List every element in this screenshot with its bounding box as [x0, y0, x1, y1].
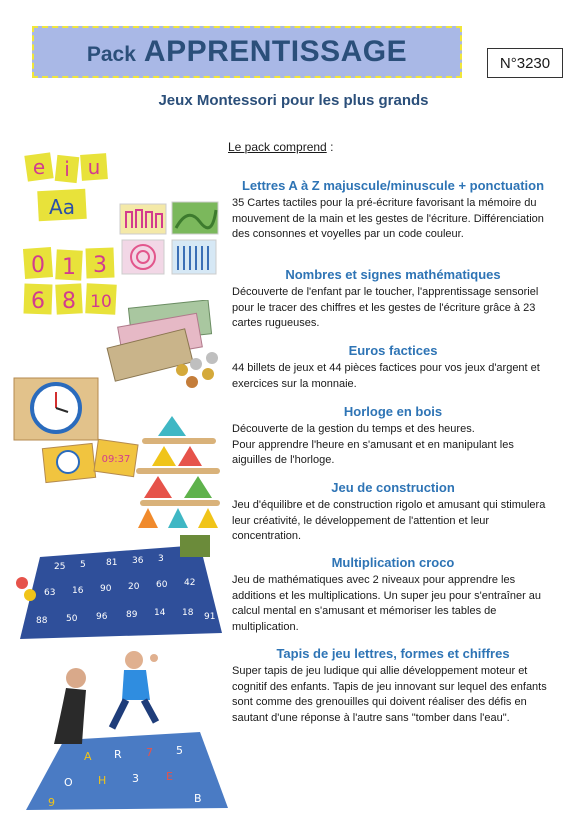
- card-number-6: 6: [31, 289, 45, 314]
- section-text: 44 billets de jeux et 44 pièces factices pour vos jeux d'argent et exercices sur la monnaie.: [232, 362, 540, 390]
- intro-suffix: :: [326, 140, 334, 154]
- board-number: 60: [156, 580, 168, 590]
- clock-card-time: 09:37: [101, 454, 131, 465]
- section-text: Découverte de l'enfant par le toucher, l'apprentissage sensoriel pour le tracer des chiffres et les gestes de l'écriture grâce à 23 cartes rugueuses.: [232, 286, 539, 329]
- board-number: 18: [182, 608, 194, 618]
- section-title: Nombres et signes mathématiques: [285, 267, 501, 282]
- board-number: 14: [154, 608, 166, 618]
- mat-symbol: B: [194, 792, 202, 805]
- mat-symbol: 9: [48, 796, 55, 809]
- board-number: 3: [158, 554, 164, 564]
- board-number: 50: [66, 614, 78, 624]
- section-letters: [232, 178, 554, 243]
- card-number-10: 10: [90, 292, 112, 312]
- card-number-8: 8: [62, 289, 76, 314]
- board-number: 89: [126, 610, 138, 620]
- section-construction: [232, 480, 554, 545]
- reference-number: N°3230: [487, 48, 563, 78]
- section-title: Multiplication croco: [331, 555, 455, 570]
- card-letter-e: e: [32, 155, 46, 179]
- section-title: Tapis de jeu lettres, formes et chiffres: [276, 646, 510, 661]
- section-title: Euros factices: [348, 343, 438, 358]
- page-title: APPRENTISSAGE: [143, 35, 408, 68]
- picture-cards-image: [118, 200, 222, 276]
- mat-symbol: E: [166, 770, 173, 783]
- section-title: Jeu de construction: [331, 480, 455, 495]
- card-number-3: 3: [93, 253, 107, 278]
- subtitle: Jeux Montessori pour les plus grands: [158, 92, 429, 109]
- section-numbers: [232, 267, 554, 332]
- section-text: 35 Cartes tactiles pour la pré-écriture favorisant la mémoire du mouvement de la main et les gestes de l'écriture. Différenciation des consonnes et voyelles par un code couleur.: [232, 197, 544, 240]
- section-clock: [232, 404, 554, 469]
- mat-symbol: O: [64, 776, 73, 789]
- mat-symbol: 5: [176, 744, 183, 757]
- board-number: 5: [80, 560, 86, 570]
- section-euros: [232, 343, 554, 392]
- mat-symbol: 7: [146, 746, 153, 759]
- mat-symbol: A: [84, 750, 92, 763]
- board-number: 96: [96, 612, 108, 622]
- section-multiplication: [232, 555, 554, 635]
- title-banner: [32, 26, 462, 78]
- mat-symbol: 3: [132, 772, 139, 785]
- section-text: Découverte de la gestion du temps et des heures. Pour apprendre l'heure en s'amusant et en manipulant les aiguilles de l'horloge.: [232, 423, 514, 466]
- board-number: 88: [36, 616, 48, 626]
- board-number: 63: [44, 588, 56, 598]
- construction-toy-image: [128, 412, 228, 530]
- board-number: 20: [128, 582, 140, 592]
- board-number: 81: [106, 558, 118, 568]
- card-letters-aa: Aa: [49, 195, 75, 219]
- section-text: Jeu d'équilibre et de construction rigolo et amusant qui stimulera leur créativité, le développement de l'attention et leur concentration.: [232, 499, 546, 542]
- board-number: 42: [184, 578, 196, 588]
- section-title: Horloge en bois: [343, 404, 443, 419]
- board-number: 90: [100, 584, 112, 594]
- mat-symbol: H: [98, 774, 107, 787]
- section-play-mat: [232, 646, 554, 726]
- mat-symbol: R: [114, 748, 122, 761]
- card-letter-u: u: [87, 155, 101, 179]
- card-number-1: 1: [62, 255, 76, 280]
- wooden-clock-image: [10, 372, 140, 484]
- play-mat-image: [24, 648, 228, 812]
- intro-line: [228, 140, 333, 154]
- section-text: Super tapis de jeu ludique qui allie développement moteur et cognitif des enfants. Tapis de jeu innovant sur lequel des enfants sont comme des grenouilles qui doivent réaliser des défis en sautant d'une réponse à l'autre sans "tomber dans l'eau".: [232, 665, 547, 724]
- board-number: 36: [132, 556, 144, 566]
- pack-word: Pack: [86, 43, 136, 66]
- board-number: 91: [204, 612, 216, 622]
- board-number: 25: [54, 562, 66, 572]
- card-letter-i: i: [64, 157, 70, 181]
- intro-label: Le pack comprend: [228, 140, 327, 154]
- board-number: 16: [72, 586, 84, 596]
- section-text: Jeu de mathématiques avec 2 niveaux pour apprendre les additions et les multiplications. Un super jeu pour s'entraîner au calcul mental en s'amusant et mémoriser les tables de multiplication.: [232, 574, 542, 633]
- section-title: Lettres A à Z majuscule/minuscule + ponctuation: [241, 178, 545, 193]
- card-number-0: 0: [31, 253, 45, 278]
- multiplication-board-image: [14, 535, 226, 647]
- letter-number-cards-image: [18, 152, 128, 322]
